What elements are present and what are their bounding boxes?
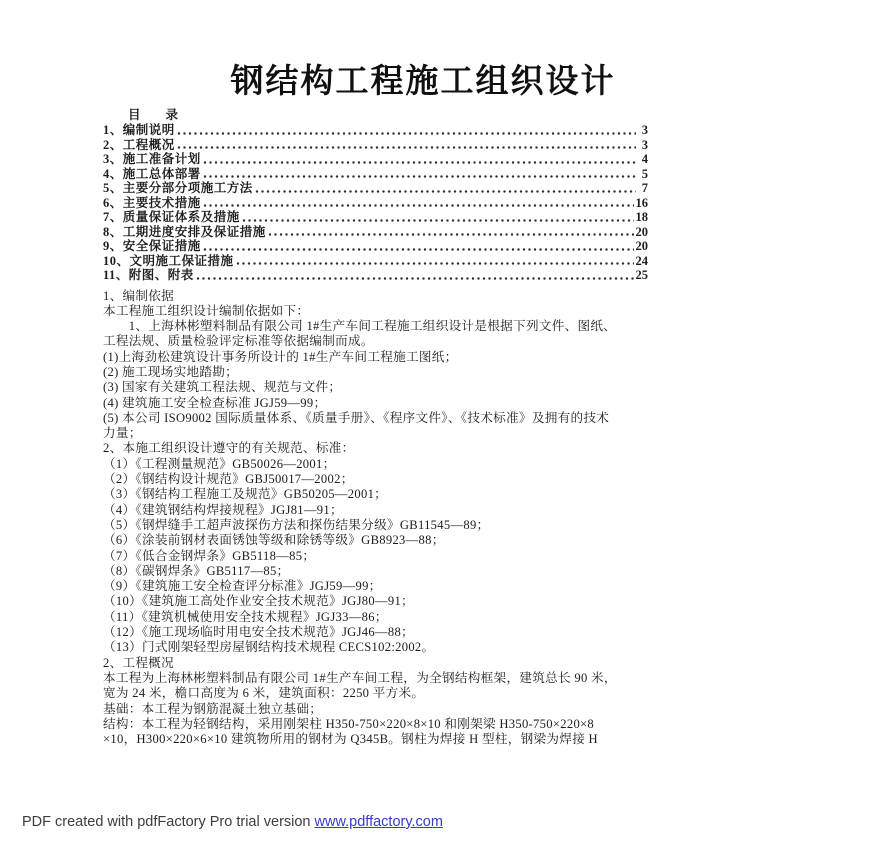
body-text-line: 1、编制依据 xyxy=(103,288,175,303)
toc-entry-label: 7、质量保证体系及措施 xyxy=(103,210,240,224)
toc-entry-label: 6、主要技术措施 xyxy=(103,195,201,210)
toc-entry xyxy=(103,152,648,167)
toc-entry-page-number: 4 xyxy=(641,152,648,166)
toc-entry-page-number: 7 xyxy=(641,181,648,195)
body-text-line: （9）《建筑施工安全检查评分标准》JGJ59—99； xyxy=(103,579,382,594)
body-text-line: （6）《涂装前钢材表面锈蚀等级和除锈等级》GB8923—88； xyxy=(103,533,445,548)
body-text-line: 力量； xyxy=(103,426,142,441)
toc-dot-leader xyxy=(203,243,634,254)
table-of-contents xyxy=(103,123,648,283)
body-text-line: 工程法规、质量检验评定标准等依据编制而成。 xyxy=(103,334,374,349)
pdffactory-watermark xyxy=(22,813,443,831)
body-text-line: (3) 国家有关建筑工程法规、规范与文件； xyxy=(103,380,342,395)
body-text-line: （7）《低合金钢焊条》GB5118—85； xyxy=(103,548,316,563)
toc-entry xyxy=(103,210,648,225)
body-text-line: 宽为 24 米，檐口高度为 6 米，建筑面积：2250 平方米。 xyxy=(103,686,425,701)
toc-entry-label: 2、工程概况 xyxy=(103,137,175,152)
toc-dot-leader xyxy=(196,272,634,283)
body-text-line: (1)上海劲松建筑设计事务所设计的 1#生产车间工程施工图纸； xyxy=(103,349,458,364)
toc-entry-label: 10、文明施工保证措施 xyxy=(103,253,234,268)
toc-entry-page-number: 25 xyxy=(635,268,648,282)
toc-dot-leader xyxy=(268,228,634,239)
toc-dot-leader xyxy=(236,257,634,268)
body-text-line: （11）《建筑机械使用安全技术规程》JGJ33—86； xyxy=(103,609,388,624)
toc-entry-label: 4、施工总体部署 xyxy=(103,166,201,181)
body-text-line: （10）《建筑施工高处作业安全技术规范》JGJ80—91； xyxy=(103,594,414,609)
toc-dot-leader xyxy=(203,156,636,167)
toc-entry-page-number: 3 xyxy=(641,137,648,152)
document-content xyxy=(103,62,743,747)
body-text-line: （12）《施工现场临时用电安全技术规范》JGJ46—88； xyxy=(103,625,414,640)
document-body xyxy=(103,289,743,748)
body-text-line: 2、工程概况 xyxy=(103,655,175,670)
toc-entry xyxy=(103,196,648,211)
body-text-line: ×10，H300×220×6×10 建筑物所用的钢材为 Q345B。钢柱为焊接 H 型柱，钢梁为焊接 H xyxy=(103,732,598,747)
watermark-text: PDF created with pdfFactory Pro trial version xyxy=(22,814,315,830)
toc-entry-label: 3、施工准备计划 xyxy=(103,152,201,166)
toc-entry-label: 1、编制说明 xyxy=(103,123,175,137)
body-text-line: （2）《钢结构设计规范》GBJ50017—2002； xyxy=(103,472,354,487)
body-text-line: 2、本施工组织设计遵守的有关规范、标准： xyxy=(103,441,355,456)
toc-dot-leader xyxy=(255,185,636,196)
toc-entry xyxy=(103,239,648,254)
toc-entry-page-number: 24 xyxy=(635,253,648,268)
toc-dot-leader xyxy=(242,214,634,225)
toc-entry-page-number: 20 xyxy=(635,239,648,253)
toc-entry xyxy=(103,268,648,283)
body-text-line: 1、上海林彬塑料制品有限公司 1#生产车间工程施工组织设计是根据下列文件、图纸、 xyxy=(103,319,617,334)
body-text-line: 本工程施工组织设计编制依据如下： xyxy=(103,303,310,318)
toc-entry xyxy=(103,167,648,182)
body-text-line: 基础：本工程为钢筋混凝土独立基础； xyxy=(103,701,323,716)
body-text-line: 本工程为上海林彬塑料制品有限公司 1#生产车间工程，为全钢结构框架，建筑总长 90 米， xyxy=(103,670,617,685)
body-text-line: （3）《钢结构工程施工及规范》GB50205—2001； xyxy=(103,487,388,502)
toc-entry xyxy=(103,138,648,153)
body-text-line: (5) 本公司 ISO9002 国际质量体系、《质量手册》、《程序文件》、《技术标准》及拥有的技术 xyxy=(103,410,610,425)
body-text-line: (4) 建筑施工安全检查标准 JGJ59—99； xyxy=(103,395,327,410)
toc-entry xyxy=(103,254,648,269)
toc-dot-leader xyxy=(203,199,634,210)
toc-dot-leader xyxy=(203,170,636,181)
body-text-line: （13）门式刚架轻型房屋钢结构技术规程 CECS102:2002。 xyxy=(103,640,435,655)
toc-entry-page-number: 18 xyxy=(635,210,648,224)
toc-entry-page-number: 3 xyxy=(641,123,648,137)
toc-entry-page-number: 20 xyxy=(635,224,648,239)
toc-dot-leader xyxy=(177,141,636,152)
toc-entry-page-number: 5 xyxy=(641,166,648,181)
toc-entry-label: 5、主要分部分项施工方法 xyxy=(103,181,253,195)
body-text-line: （8）《碳钢焊条》GB5117—85； xyxy=(103,563,290,578)
body-text-line: （4）《建筑钢结构焊接规程》JGJ81—91； xyxy=(103,502,343,517)
body-text-line: （5）《钢焊缝手工超声波探伤方法和探伤结果分级》GB11545—89； xyxy=(103,517,490,532)
document-title: 钢结构工程施工组织设计 xyxy=(230,64,616,100)
toc-entry xyxy=(103,123,648,138)
toc-entry-label: 11、附图、附表 xyxy=(103,268,194,282)
toc-dot-leader xyxy=(177,127,636,138)
toc-entry xyxy=(103,225,648,240)
body-text-line: 结构：本工程为轻钢结构，采用刚架柱 H350-750×220×8×10 和刚架梁 H350-750×220×8 xyxy=(103,716,595,731)
body-text-line: （1）《工程测量规范》GB50026—2001； xyxy=(103,456,336,471)
toc-entry xyxy=(103,181,648,196)
pdffactory-link[interactable]: www.pdffactory.com xyxy=(314,814,443,830)
toc-entry-label: 8、工期进度安排及保证措施 xyxy=(103,224,266,239)
body-text-line: (2) 施工现场实地踏勘； xyxy=(103,364,239,379)
toc-entry-page-number: 16 xyxy=(635,195,648,210)
toc-entry-label: 9、安全保证措施 xyxy=(103,239,201,253)
toc-heading: 目 录 xyxy=(128,108,179,122)
